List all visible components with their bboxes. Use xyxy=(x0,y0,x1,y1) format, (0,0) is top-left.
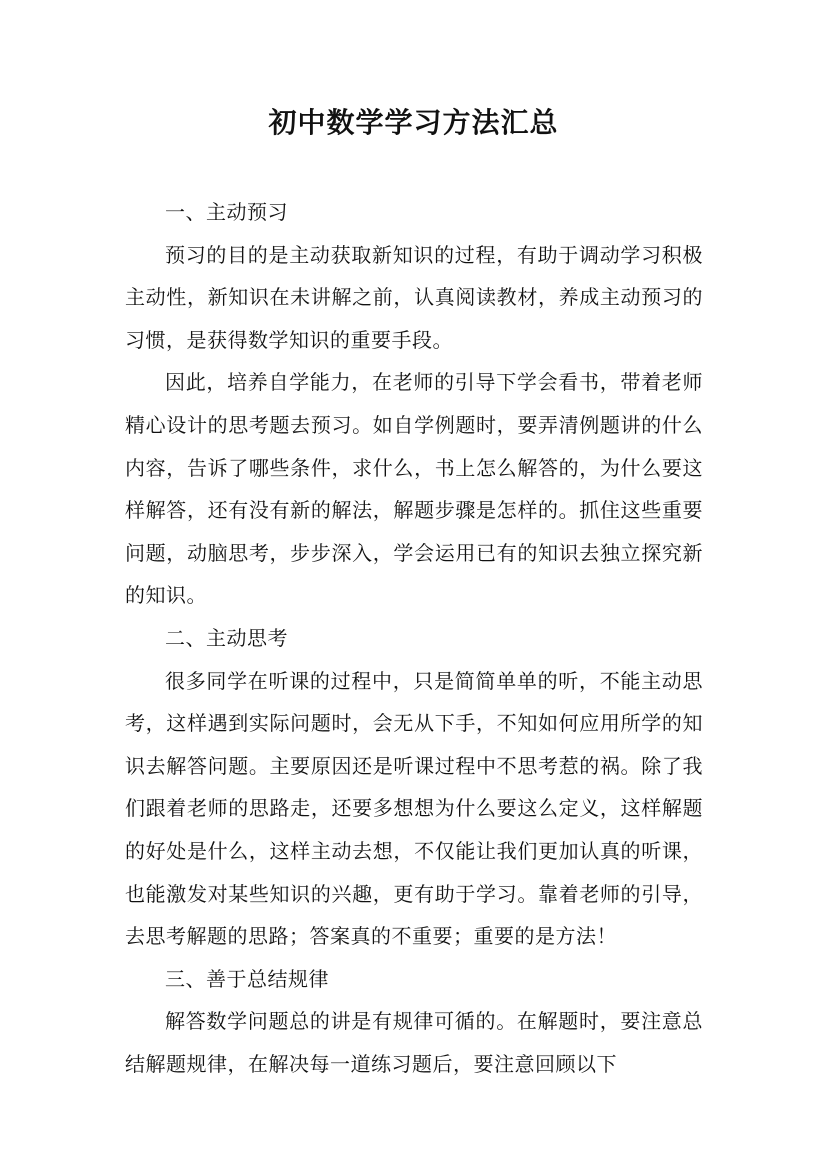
section-heading-patterns: 三、善于总结规律 xyxy=(165,966,329,991)
section-heading-preview: 一、主动预习 xyxy=(165,200,288,224)
section-paragraph: 解答数学问题总的讲是有规律可循的。在解题时，要注意总结解题规律，在解决每一道练习题后，要注意回顾以下 xyxy=(125,1009,703,1076)
section-heading-thinking: 二、主动思考 xyxy=(165,625,288,650)
document-title: 初中数学学习方法汇总 xyxy=(268,106,559,139)
section-paragraph: 预习的目的是主动获取新知识的过程，有助于调动学习积极主动性，新知识在未讲解之前，认真阅读教材，养成主动预习的习惯，是获得数学知识的重要手段。 xyxy=(125,242,703,352)
section-paragraph: 因此，培养自学能力，在老师的引导下学会看书，带着老师精心设计的思考题去预习。如自学例题时，要弄清例题讲的什么内容，告诉了哪些条件，求什么，书上怎么解答的，为什么要这样解答，还有没有新的解法，解题步骤是怎样的。抓住这些重要问题，动脑思考，步步深入，学会运用已有的知识去独立探究新的知识。 xyxy=(125,370,703,608)
document-body xyxy=(125,191,703,1085)
section-paragraph: 很多同学在听课的过程中，只是简简单单的听，不能主动思考，这样遇到实际问题时，会无从下手，不知如何应用所学的知识去解答问题。主要原因还是听课过程中不思考惹的祸。除了我们跟着老师的思路走，还要多想想为什么要这么定义，这样解题的好处是什么，这样主动去想，不仅能让我们更加认真的听课，也能激发对某些知识的兴趣，更有助于学习。靠着老师的引导，去思考解题的思路；答案真的不重要；重要的是方法！ xyxy=(125,668,703,949)
